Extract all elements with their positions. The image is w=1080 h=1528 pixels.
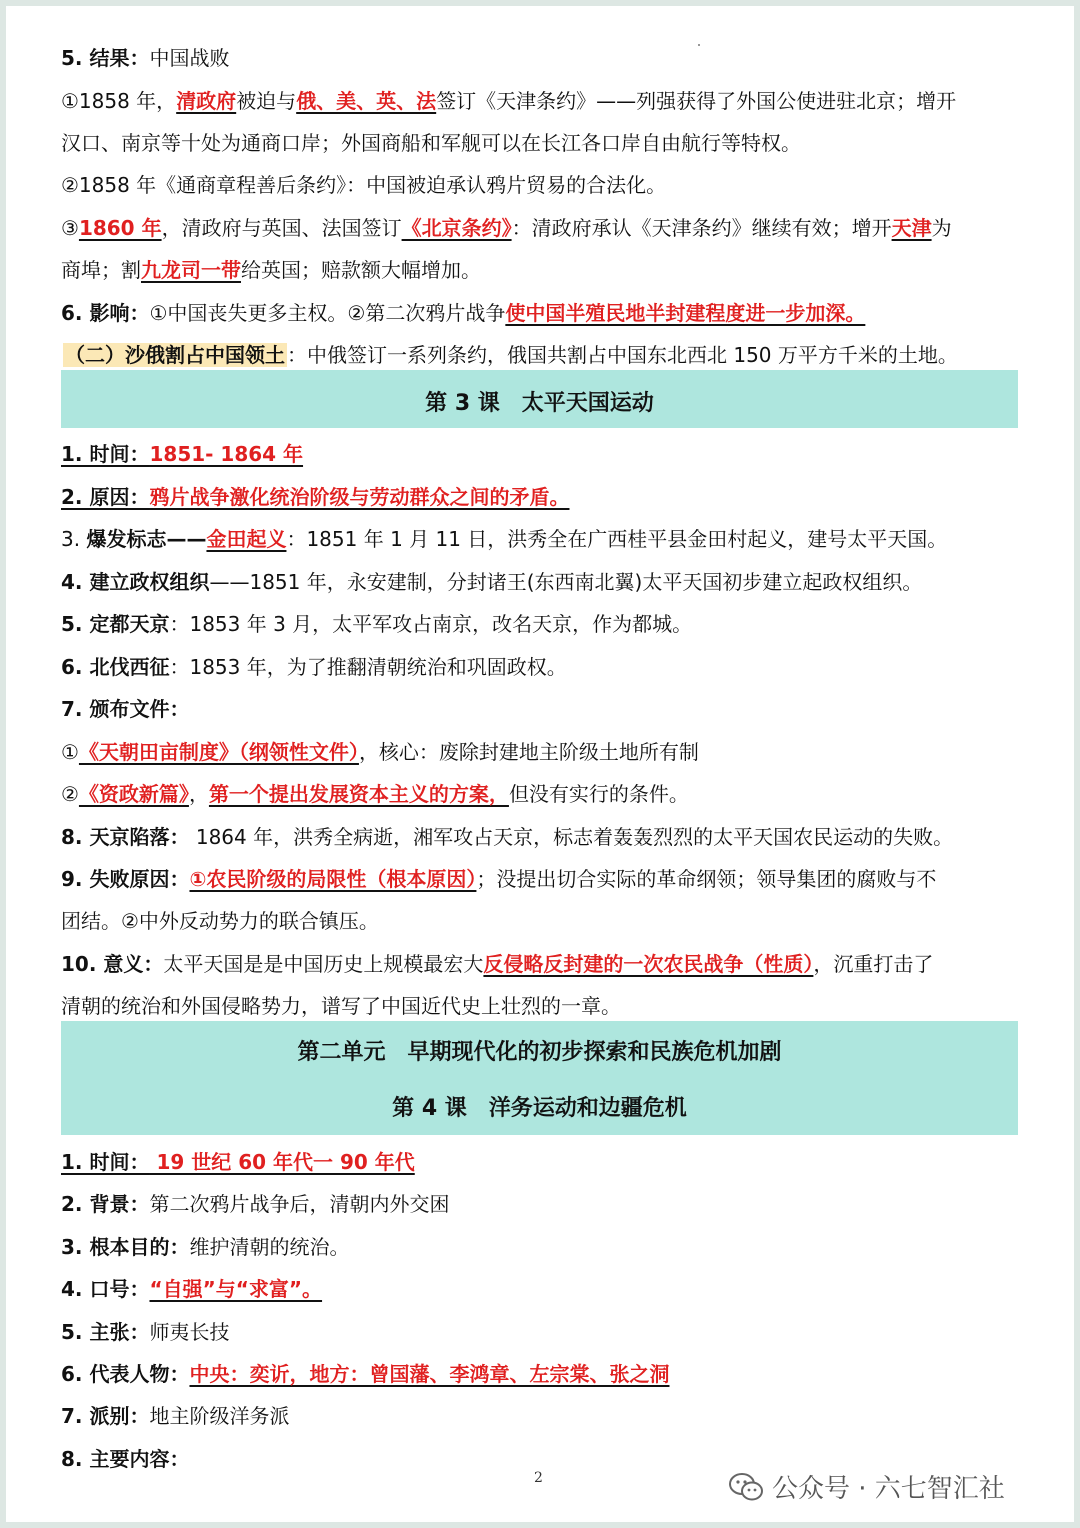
- taiping-failure-cont: 团结。②中外反动势力的联合镇压。: [61, 909, 379, 933]
- document-page: [6, 6, 1074, 1522]
- line-tianjin-treaty: ①1858 年，清政府被迫与俄、美、英、法签订《天津条约》——列强获得了外国公使进驻北京；增开: [61, 89, 957, 113]
- taiping-fall: 8. 天京陷落： 1864 年，洪秀全病逝，湘军攻占天京，标志着轰轰烈烈的太平天国农民运动的失败。: [61, 825, 954, 849]
- yangwu-figures: 6. 代表人物：中央：奕䜣，地方：曾国藩、李鸿章、左宗棠、张之洞: [61, 1362, 670, 1386]
- line-trade-rules: ②1858 年《通商章程善后条约》：中国被迫承认鸦片贸易的合法化。: [61, 173, 667, 197]
- taiping-doc1: ①《天朝田亩制度》（纲领性文件），核心：废除封建地主阶级土地所有制: [61, 740, 699, 764]
- taiping-documents: 7. 颁布文件：: [61, 697, 190, 721]
- yangwu-faction: 7. 派别：地主阶级洋务派: [61, 1404, 290, 1428]
- taiping-regime: 4. 建立政权组织——1851 年，永安建制，分封诸王(东西南北翼)太平天国初步建立起政权组织。: [61, 570, 923, 594]
- taiping-significance: 10. 意义：太平天国是是中国历史上规模最宏大反侵略反封建的一次农民战争（性质），沉重打击了: [61, 952, 934, 976]
- line-beijing-treaty: ③1860 年，清政府与英国、法国签订《北京条约》：清政府承认《天津条约》继续有效；增开天津为: [61, 216, 952, 240]
- yangwu-purpose: 3. 根本目的：维护清朝的统治。: [61, 1235, 350, 1259]
- watermark: [728, 1468, 1005, 1505]
- taiping-failure: 9. 失败原因：①农民阶级的局限性（根本原因）；没提出切合实际的革命纲领；领导集团的腐败与不: [61, 867, 937, 891]
- lesson3-title: 第 3 课 太平天国运动: [425, 391, 654, 416]
- lesson3-header: [61, 370, 1018, 428]
- taiping-time: 1. 时间：1851- 1864 年: [61, 442, 304, 466]
- line-tianjin-cont: 汉口、南京等十处为通商口岸；外国商船和军舰可以在长江各口岸自由航行等特权。: [61, 131, 801, 155]
- speck: [698, 44, 700, 46]
- yangwu-content: 8. 主要内容：: [61, 1447, 190, 1471]
- watermark-text: 公众号 · 六七智汇社: [772, 1474, 1005, 1504]
- line-beijing-cont: 商埠；割九龙司一带给英国；赔款额大幅增加。: [61, 258, 481, 282]
- yangwu-background: 2. 背景：第二次鸦片战争后，清朝内外交困: [61, 1192, 450, 1216]
- taiping-expedition: 6. 北伐西征：1853 年，为了推翻清朝统治和巩固政权。: [61, 655, 567, 679]
- line-russia: （二）沙俄割占中国领土 ：中俄签订一系列条约，俄国共割占中国东北西北 150 万平方千米的土地。: [65, 343, 958, 367]
- taiping-doc2: ②《资政新篇》，第一个提出发展资本主义的方案，但没有实行的条件。: [61, 782, 689, 806]
- unit2-header: [61, 1021, 1018, 1135]
- taiping-cause: 2. 原因：鸦片战争激化统治阶级与劳动群众之间的矛盾。: [61, 485, 570, 509]
- line-impact: 6. 影响：①中国丧失更多主权。②第二次鸦片战争使中国半殖民地半封建程度进一步加深。: [61, 301, 866, 325]
- yangwu-slogan: 4. 口号：“自强”与“求富”。: [61, 1277, 323, 1301]
- taiping-significance-cont: 清朝的统治和外国侵略势力，谱写了中国近代史上壮烈的一章。: [61, 994, 621, 1018]
- taiping-capital: 5. 定都天京：1853 年 3 月，太平军攻占南京，改名天京，作为都城。: [61, 612, 693, 636]
- yangwu-time: 1. 时间： 19 世纪 60 年代一 90 年代: [61, 1150, 415, 1174]
- unit2-title: 第二单元 早期现代化的初步探索和民族危机加剧: [297, 1040, 782, 1065]
- taiping-outbreak: 3. 爆发标志——金田起义：1851 年 1 月 11 日，洪秀全在广西桂平县金田村起义，建号太平天国。: [61, 527, 948, 551]
- page-number: 2: [534, 1470, 543, 1486]
- wechat-icon: [728, 1471, 764, 1503]
- yangwu-proposition: 5. 主张：师夷长技: [61, 1320, 230, 1344]
- line-result: 5. 结果：中国战败: [61, 46, 230, 70]
- lesson4-title: 第 4 课 洋务运动和边疆危机: [392, 1096, 687, 1121]
